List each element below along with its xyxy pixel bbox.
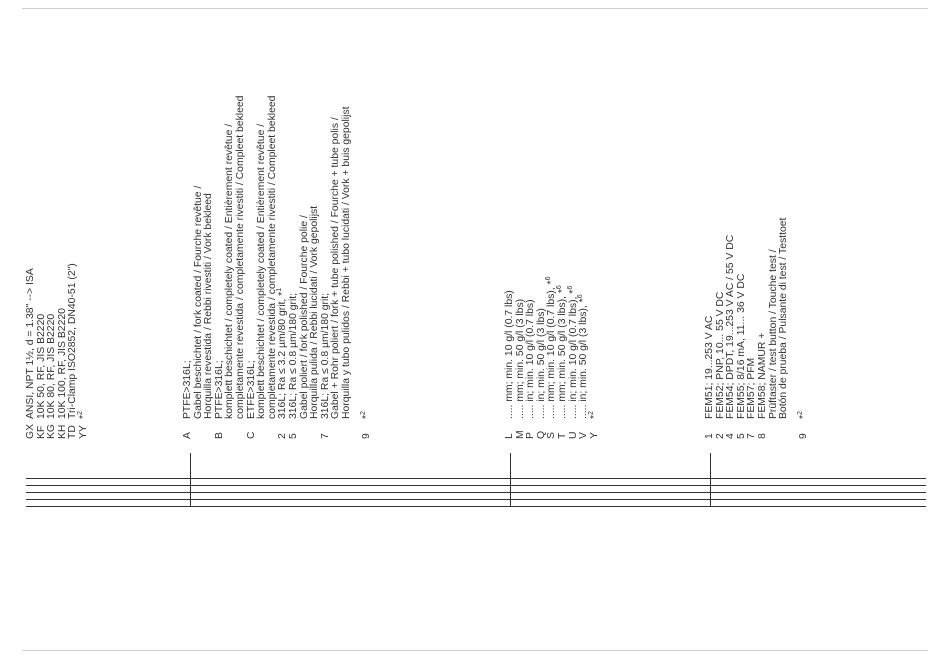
option-text: Gabel beschichtet / fork coated / Fourche revêtue / bbox=[192, 185, 204, 419]
option-text: 10K 50, RF, JIS B2220 bbox=[35, 313, 47, 419]
footnote-number: 6 bbox=[556, 285, 563, 290]
footnote-number: 6 bbox=[545, 276, 553, 281]
option-code: KG bbox=[46, 423, 58, 439]
option-text: ..... mm; min. 50 g/l (3 lbs) bbox=[514, 298, 526, 419]
option-text bbox=[579, 294, 590, 419]
option-code: M bbox=[514, 430, 526, 439]
order-code-line-3 bbox=[26, 492, 926, 493]
option-code: 5 bbox=[735, 433, 747, 439]
asterisk: * bbox=[798, 414, 809, 419]
option-code: TD bbox=[67, 425, 79, 439]
option-code: 2 bbox=[277, 433, 289, 439]
option-code: YY bbox=[78, 425, 89, 439]
order-code-line-1 bbox=[26, 506, 926, 507]
option-code: P bbox=[525, 432, 537, 439]
option-text: 316L; Ra ≤ 0.8 µm/180 grit; bbox=[288, 292, 299, 419]
footnote-ref bbox=[79, 411, 90, 419]
option-text: ..... mm; min. 10 g/l (0.7 lbs) bbox=[504, 290, 515, 419]
order-code-line-5 bbox=[26, 478, 926, 479]
asterisk: * bbox=[78, 414, 89, 419]
option-text: Horquilla pulida / Rebbi lucidati / Vork gepolijst bbox=[309, 205, 321, 419]
asterisk: * bbox=[588, 414, 600, 419]
footnote-ref bbox=[799, 411, 810, 419]
footnote-number: 2 bbox=[77, 411, 84, 415]
option-text-main: ..... mm; min. 10 g/l (0.7 lbs), * bbox=[546, 280, 558, 419]
option-text-main: ..... in; min. 10 g/l (0.7 lbs), * bbox=[567, 289, 579, 419]
order-code-line-2 bbox=[26, 499, 926, 500]
asterisk: * bbox=[361, 414, 372, 419]
option-code: V bbox=[578, 432, 590, 439]
option-text: 316L; Ra ≤ 0.8 µm/180 grit; bbox=[319, 292, 331, 419]
option-code: A bbox=[182, 432, 193, 439]
option-code: 7 bbox=[319, 433, 331, 439]
option-text-main: 316L; Ra ≤ 3.2 µm/80 grit, * bbox=[277, 291, 289, 419]
footnote-number: 6 bbox=[577, 294, 585, 299]
option-code: KH bbox=[56, 424, 68, 439]
option-text: ..... in; min. 50 g/l (3 lbs) bbox=[535, 308, 547, 419]
option-text: ANSI, NPT 1½, d = 1.38" --> ISA bbox=[25, 268, 36, 419]
option-code: 7 bbox=[746, 433, 758, 439]
option-text: komplett beschichtet / completely coated / Entièrement revêtue / bbox=[224, 123, 236, 419]
footnote-number: 2 bbox=[797, 411, 804, 415]
option-text: Botón de prueba / Pulsante di test / Testtoet bbox=[778, 217, 790, 419]
footnote-number: 2 bbox=[360, 411, 367, 415]
option-code: S bbox=[546, 432, 558, 439]
option-text-main: ..... mm; min. 50 g/l (3 lbs), * bbox=[557, 289, 568, 419]
option-code: Q bbox=[535, 430, 547, 439]
option-code: T bbox=[557, 432, 568, 439]
option-code: 9 bbox=[361, 433, 372, 439]
footnote-ref bbox=[362, 411, 373, 419]
option-text: FEM57; PFM bbox=[746, 357, 758, 419]
option-text: ..... in; min. 10 g/l (0.7 lbs) bbox=[525, 299, 537, 419]
option-code: 5 bbox=[288, 433, 299, 439]
option-text: 10K 100, RF, JIS B2220 bbox=[56, 308, 68, 419]
option-code: 8 bbox=[757, 433, 768, 439]
option-text: FEM58; NAMUR + bbox=[757, 332, 768, 419]
option-code: 4 bbox=[725, 433, 737, 439]
option-text: FEM51; 19...253 V AC bbox=[704, 315, 715, 419]
option-code: KF bbox=[35, 425, 47, 439]
option-text: PTFE>316L; bbox=[213, 360, 225, 419]
option-code: Y bbox=[588, 432, 600, 439]
option-text: ETFE>316L; bbox=[245, 360, 257, 419]
option-text: 10K 80, RF, JIS B2220 bbox=[46, 313, 58, 419]
footnote-ref bbox=[587, 411, 601, 419]
option-text: completamente revestida / completamente rivestiti / Compleet bekleed bbox=[235, 95, 246, 419]
option-text: Gabel + Rohr poliert / fork + tube polished / Fourche + tube polis / bbox=[330, 117, 342, 419]
option-code: C bbox=[245, 431, 257, 439]
option-text: completamente revestida / completamente rivestiti / Compleet bekleed bbox=[266, 95, 278, 419]
footnote-number: 2 bbox=[587, 411, 595, 415]
option-code: U bbox=[567, 431, 579, 439]
option-text: PTFE>316L; bbox=[182, 360, 193, 419]
option-text: FEM55; 8/16 mA, 11... 36 V DC bbox=[735, 273, 747, 419]
option-code: 2 bbox=[714, 433, 726, 439]
option-code: 1 bbox=[704, 433, 715, 439]
option-code: GX bbox=[25, 423, 36, 439]
option-text: Horquilla revestida / Rebbi rivestiti / Vork bekleed bbox=[203, 193, 215, 419]
option-text: FEM52; PNP, 10... 55 V DC bbox=[714, 291, 726, 419]
option-text-main: ..... in; min. 50 g/l (3 lbs), * bbox=[578, 298, 590, 419]
option-code: L bbox=[504, 433, 515, 439]
option-text: Horquilla y tubo pulidos / Rebbi + tubo lucidati / Vork + buis gepolijst bbox=[341, 106, 352, 419]
option-text: FEM54; DPDT, 19...253 V AC / 55 V DC bbox=[725, 234, 737, 419]
footnote-number: 1 bbox=[276, 287, 284, 292]
option-text: Tri-Clamp ISO2852, DN40-51 (2") bbox=[67, 263, 79, 419]
option-text: Gabel poliert / fork polished / Fourche polie / bbox=[298, 215, 310, 419]
option-code: B bbox=[213, 432, 225, 439]
order-code-line-4 bbox=[26, 485, 926, 486]
option-text: komplett beschichtet / completely coated / Entièrement revêtue / bbox=[256, 123, 268, 419]
option-text: Prüftaster / test button / Touche test / bbox=[767, 249, 779, 419]
footnote-number: 6 bbox=[566, 285, 574, 290]
option-code: 9 bbox=[798, 433, 809, 439]
